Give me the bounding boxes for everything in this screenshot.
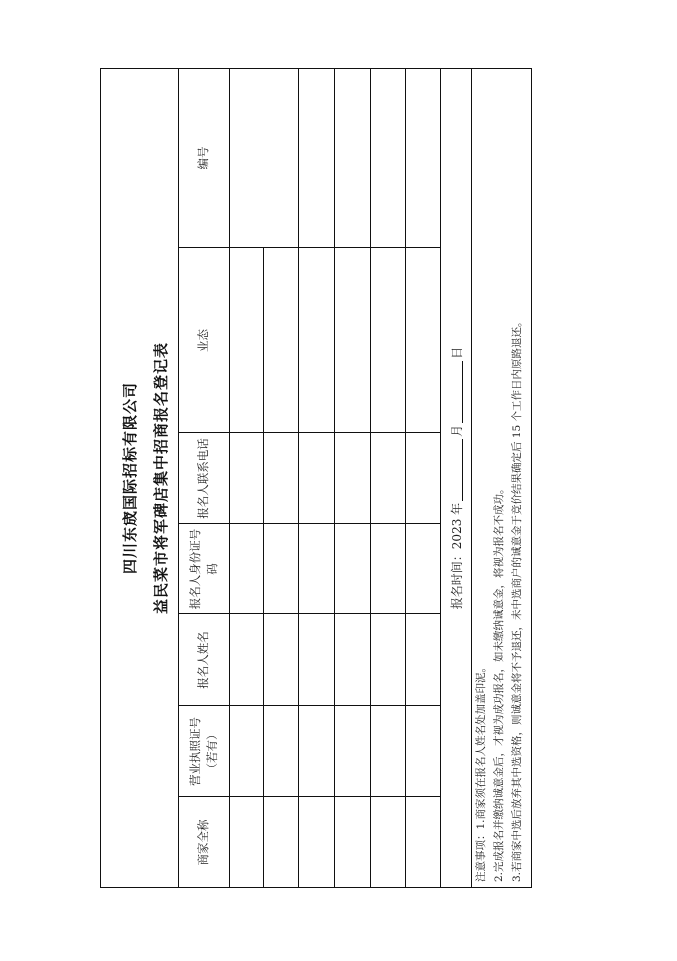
form-title: 益民菜市将军碑店集中招商报名登记表: [152, 342, 170, 615]
note-2: 2.完成报名并缴纳诚意金后，才视为成功报名，如未缴纳诚意金，将视为报名不成功。: [493, 483, 505, 882]
date-day-label: 日: [449, 346, 464, 359]
header-business-type: 业态: [196, 329, 210, 352]
header-applicant-name: 报名人姓名: [196, 631, 210, 689]
row-rule: [405, 68, 406, 888]
header-bottom-rule: [229, 68, 230, 888]
company-title: 四川东宬国际招标有限公司: [121, 382, 139, 575]
row-rule: [263, 248, 264, 888]
header-contact-phone: 报名人联系电话: [196, 438, 210, 519]
registration-date: [441, 68, 471, 888]
row-rule: [334, 68, 335, 888]
notes: [472, 74, 526, 882]
month-blank[interactable]: [450, 439, 463, 501]
date-year-label: 报名时间：2023 年: [449, 502, 464, 610]
date-month-label: 月: [449, 424, 464, 437]
note-1: 注意事项：1.商家须在报名人姓名处加盖印泥。: [475, 661, 487, 882]
header-number: 编号: [196, 146, 210, 170]
header-id-number: 报名人身份证号码: [187, 528, 219, 610]
registration-form: [100, 68, 532, 888]
row-rule: [370, 68, 371, 888]
note-3: 3.若商家中选后放弃其中选资格，则诚意金将不予退还，未中选商户的诚意金于竞价结果确定后 15 个工作日内原路退还。: [511, 316, 523, 882]
day-blank[interactable]: [450, 361, 463, 423]
row-rule: [298, 68, 299, 888]
header-merchant-name: 商家全称: [196, 819, 210, 866]
header-business-license: 营业执照证号（若有）: [187, 717, 219, 786]
